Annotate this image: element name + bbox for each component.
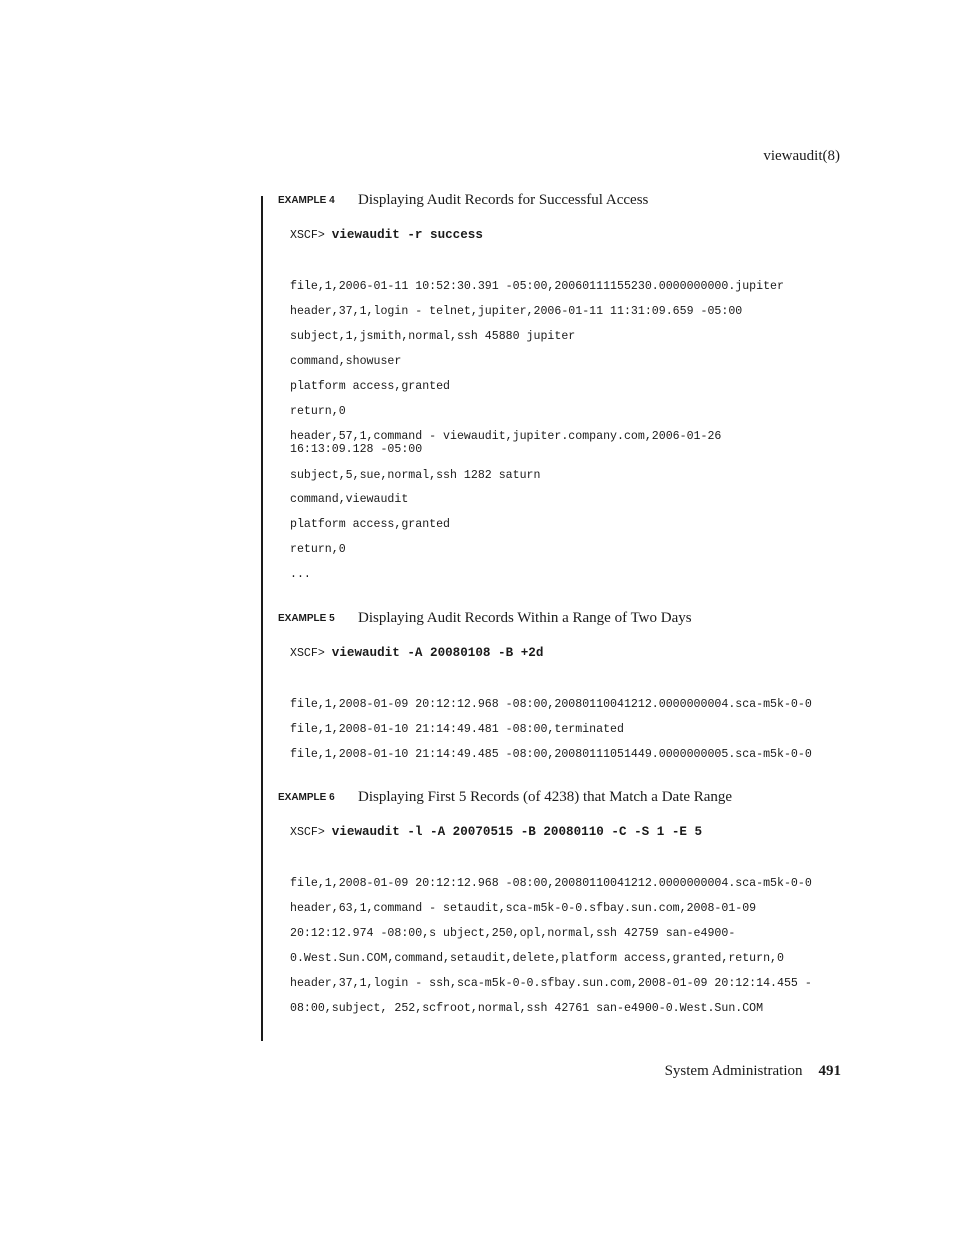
page-footer	[665, 1063, 841, 1080]
output-line: command,showuser	[290, 355, 402, 368]
output-line: header,37,1,login - ssh,sca-m5k-0-0.sfbay.sun.com,2008-01-09 20:12:14.455 -	[290, 977, 812, 990]
output-line: header,37,1,login - telnet,jupiter,2006-01-11 11:31:09.659 -05:00	[290, 305, 743, 318]
output-line: header,63,1,command - setaudit,sca-m5k-0-0.sfbay.sun.com,2008-01-09	[290, 902, 757, 915]
command: viewaudit -r success	[331, 228, 483, 242]
command-line	[290, 826, 702, 839]
output-line: return,0	[290, 543, 346, 556]
example-tag: EXAMPLE 6	[278, 792, 335, 803]
example-title: Displaying Audit Records Within a Range of Two Days	[358, 610, 692, 626]
prompt: XSCF>	[290, 826, 325, 839]
output-line: file,1,2008-01-09 20:12:12.968 -08:00,20080110041212.0000000004.sca-m5k-0-0	[290, 877, 812, 890]
command: viewaudit -A 20080108 -B +2d	[331, 646, 544, 660]
prompt: XSCF>	[290, 229, 325, 242]
example-title: Displaying First 5 Records (of 4238) that Match a Date Range	[358, 789, 733, 805]
footer-section: System Administration	[664, 1063, 803, 1079]
output-line: platform access,granted	[290, 380, 451, 393]
command: viewaudit -l -A 20070515 -B 20080110 -C -S 1 -E 5	[331, 825, 703, 839]
output-line: file,1,2008-01-10 21:14:49.481 -08:00,terminated	[290, 723, 624, 736]
output-line: command,viewaudit	[290, 493, 409, 506]
output-line: 0.West.Sun.COM,command,setaudit,delete,platform access,granted,return,0	[290, 952, 784, 965]
command-line	[290, 647, 543, 660]
output-line: 20:12:12.974 -08:00,s ubject,250,opl,normal,ssh 42759 san-e4900-	[290, 927, 736, 940]
command-line	[290, 229, 483, 242]
example-heading	[278, 789, 732, 806]
example-title: Displaying Audit Records for Successful Access	[358, 192, 649, 208]
output-line: platform access,granted	[290, 518, 451, 531]
prompt: XSCF>	[290, 647, 325, 660]
output-line: return,0	[290, 405, 346, 418]
example-heading	[278, 610, 692, 627]
running-header: viewaudit(8)	[763, 148, 840, 164]
example-tag: EXAMPLE 5	[278, 613, 335, 624]
output-line: 08:00,subject, 252,scfroot,normal,ssh 42761 san-e4900-0.West.Sun.COM	[290, 1002, 764, 1015]
output-line: subject,1,jsmith,normal,ssh 45880 jupiter	[290, 330, 576, 343]
margin-rule	[261, 196, 263, 1041]
output-line: file,1,2006-01-11 10:52:30.391 -05:00,20060111155230.0000000000.jupiter	[290, 280, 784, 293]
output-line: file,1,2008-01-10 21:14:49.485 -08:00,20080111051449.0000000005.sca-m5k-0-0	[290, 748, 812, 761]
example-tag: EXAMPLE 4	[278, 195, 335, 206]
output-line: header,57,1,command - viewaudit,jupiter.company.com,2006-01-26 16:13:09.128 -05:00	[290, 430, 722, 456]
page-number: 491	[818, 1063, 841, 1079]
example-heading	[278, 192, 648, 209]
output-line: file,1,2008-01-09 20:12:12.968 -08:00,20080110041212.0000000004.sca-m5k-0-0	[290, 698, 812, 711]
output-line: ...	[290, 568, 311, 581]
output-line: subject,5,sue,normal,ssh 1282 saturn	[290, 469, 541, 482]
